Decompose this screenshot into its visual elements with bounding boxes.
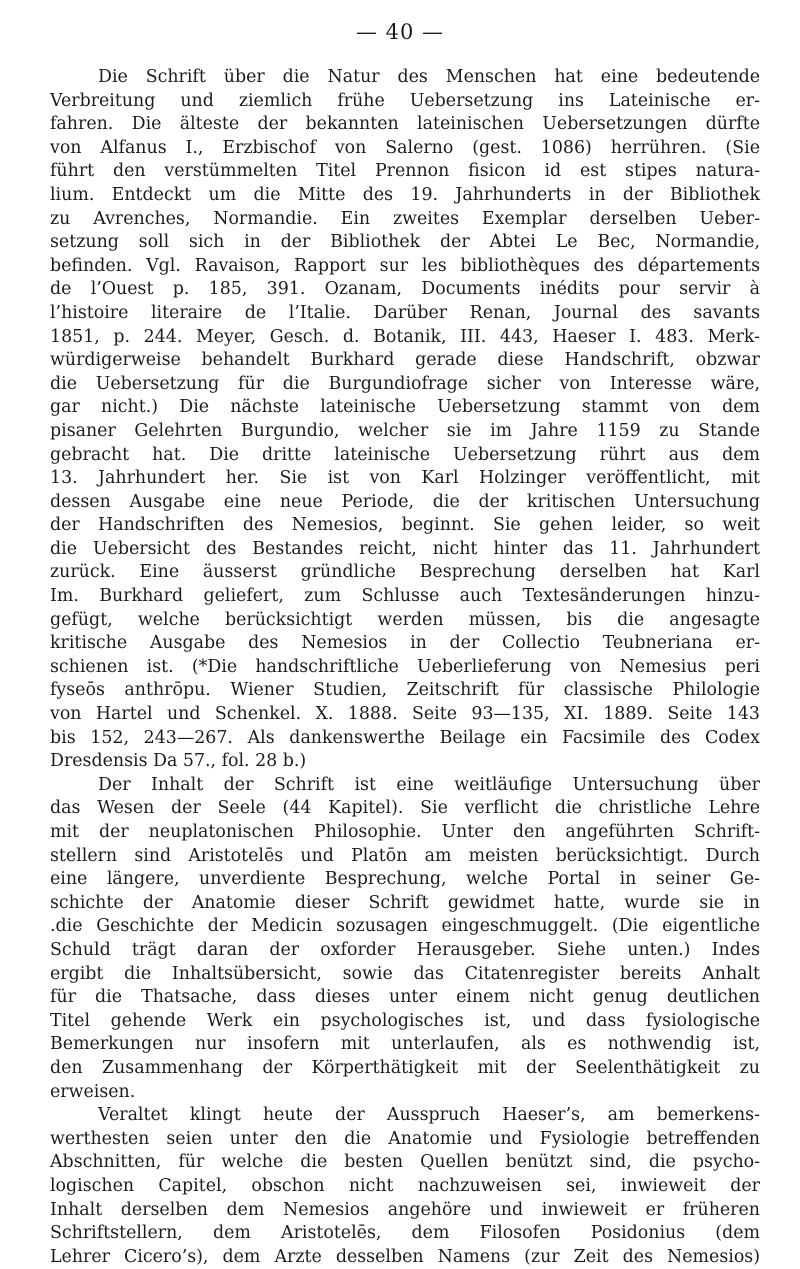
text-line: Titel gehende Werk ein psychologisches ist, und dass fysiologische: [50, 1010, 760, 1031]
text-line: bis 152, 243—267. Als dankenswerthe Beilage ein Facsimile des Codex: [50, 727, 760, 748]
text-line: die Uebersicht des Bestandes reicht, nicht hinter das 11. Jahrhundert: [50, 538, 760, 559]
text-line: de l’Ouest p. 185, 391. Ozanam, Documents inédits pour servir à: [50, 279, 760, 300]
text-line: von Alfanus I., Erzbischof von Salerno (gest. 1086) herrühren. (Sie: [50, 137, 760, 158]
text-line: eine längere, unverdiente Besprechung, welche Portal in seiner Ge-: [50, 869, 760, 890]
text-line: l’histoire literaire de l’Italie. Darüber Renan, Journal des savants: [50, 302, 760, 323]
text-line: Die Schrift über die Natur des Menschen hat eine bedeutende: [98, 67, 760, 87]
text-line: die Uebersetzung für die Burgundiofrage sicher von Interesse wäre,: [50, 373, 760, 394]
page-number-header: — 40 —: [355, 20, 445, 44]
text-line: fahren. Die älteste der bekannten lateinischen Uebersetzungen dürfte: [50, 114, 760, 135]
text-line: Der Inhalt der Schrift ist eine weitläufige Untersuchung über: [98, 774, 760, 795]
text-line: logischen Capitel, obschon nicht nachzuweisen sei, inwieweit der: [50, 1175, 760, 1196]
text-line: .die Geschichte der Medicin sozusagen eingeschmuggelt. (Die eigentliche: [50, 916, 760, 937]
text-line: fyseōs anthrōpu. Wiener Studien, Zeitschrift für classische Philologie: [50, 680, 760, 701]
text-line: schienen ist. (*Die handschriftliche Ueberlieferung von Nemesius peri: [50, 656, 760, 677]
text-line: werthesten seien unter den die Anatomie und Fysiologie betreffenden: [50, 1128, 760, 1149]
text-line: für die Thatsache, dass dieses unter einem nicht genug deutlichen: [50, 987, 760, 1008]
text-line: ergibt die Inhaltsübersicht, sowie das Citatenregister bereits Anhalt: [50, 963, 760, 984]
text-line: gefügt, welche berücksichtigt werden müssen, bis die angesagte: [50, 609, 760, 630]
text-line: setzung soll sich in der Bibliothek der Abtei Le Bec, Normandie,: [50, 232, 760, 253]
text-line: Lehrer Cicero’s), dem Arzte desselben Namens (zur Zeit des Nemesios): [50, 1246, 760, 1267]
text-line: dessen Ausgabe eine neue Periode, die der kritischen Untersuchung: [50, 491, 760, 512]
text-line: von Hartel und Schenkel. X. 1888. Seite 93—135, XI. 1889. Seite 143: [50, 704, 760, 725]
text-line: erweisen.: [50, 1081, 136, 1102]
text-line: Schuld trägt daran der oxforder Herausgeber. Siehe unten.) Indes: [50, 939, 760, 960]
text-line: schichte der Anatomie dieser Schrift gewidmet hatte, wurde sie in: [50, 892, 760, 913]
text-line: zurück. Eine äusserst gründliche Besprechung derselben hat Karl: [50, 562, 760, 583]
text-line: führt den verstümmelten Titel Prennon fisicon id est stipes natura-: [50, 161, 760, 182]
text-line: befinden. Vgl. Ravaison, Rapport sur les bibliothèques des départements: [50, 255, 760, 276]
text-line: stellern sind Aristotelēs und Platōn am meisten berücksichtigt. Durch: [50, 845, 760, 866]
body-text: [50, 66, 760, 1269]
text-line: Veraltet klingt heute der Ausspruch Haeser’s, am bemerkens-: [98, 1105, 760, 1126]
text-line: gebracht hat. Die dritte lateinische Uebersetzung rührt aus dem: [50, 444, 760, 465]
text-line: 1851, p. 244. Meyer, Gesch. d. Botanik, III. 443, Haeser I. 483. Merk-: [50, 326, 760, 347]
text-line: 13. Jahrhundert her. Sie ist von Karl Holzinger veröffentlicht, mit: [50, 468, 760, 489]
text-line: zu Avrenches, Normandie. Ein zweites Exemplar derselben Ueber-: [50, 208, 760, 229]
text-line: kritische Ausgabe des Nemesios in der Collectio Teubneriana er-: [50, 633, 760, 654]
text-line: würdigerweise behandelt Burkhard gerade diese Handschrift, obzwar: [50, 350, 760, 371]
text-line: Schriftstellern, dem Aristotelēs, dem Filosofen Posidonius (dem: [50, 1223, 760, 1244]
text-line: den Zusammenhang der Körperthätigkeit mit der Seelenthätigkeit zu: [50, 1057, 760, 1078]
text-line: mit der neuplatonischen Philosophie. Unter den angeführten Schrift-: [50, 822, 760, 842]
text-line: Inhalt derselben dem Nemesios angehöre und inwieweit er früheren: [50, 1199, 760, 1220]
text-line: gar nicht.) Die nächste lateinische Uebersetzung stammt von dem: [50, 397, 760, 418]
text-line: Abschnitten, für welche die besten Quellen benützt sind, die psycho-: [50, 1152, 760, 1173]
text-line: pisaner Gelehrten Burgundio, welcher sie im Jahre 1159 zu Stande: [50, 420, 760, 441]
text-line: Dresdensis Da 57., fol. 28 b.): [50, 751, 307, 772]
text-line: Im. Burkhard geliefert, zum Schlusse auch Textesänderungen hinzu-: [50, 586, 760, 607]
text-line: das Wesen der Seele (44 Kapitel). Sie verflicht die christliche Lehre: [50, 798, 760, 819]
text-line: Bemerkungen nur insofern mit unterlaufen, als es nothwendig ist,: [50, 1034, 760, 1055]
text-line: Verbreitung und ziemlich frühe Uebersetzung ins Lateinische er-: [50, 90, 760, 111]
text-line: lium. Entdeckt um die Mitte des 19. Jahrhunderts in der Bibliothek: [50, 184, 760, 205]
text-line: der Handschriften des Nemesios, beginnt. Sie gehen leider, so weit: [50, 515, 760, 536]
